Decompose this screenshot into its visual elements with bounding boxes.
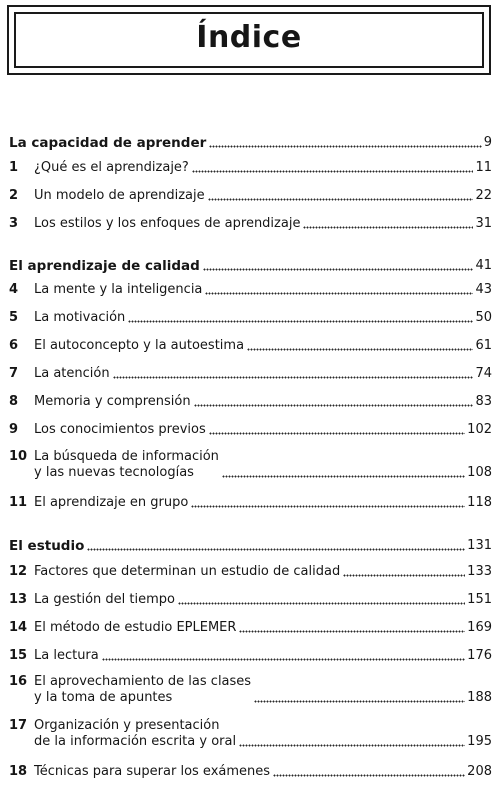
toc-entry[interactable] <box>9 160 492 176</box>
toc-entry[interactable] <box>9 564 492 580</box>
chapter-number: 2 <box>9 188 19 203</box>
dot-leader <box>113 376 474 379</box>
chapter-label: El autoconcepto y la autoestima <box>34 338 245 353</box>
page-number: 61 <box>475 338 492 353</box>
chapter-label: La mente y la inteligencia <box>34 282 203 297</box>
page-number: 131 <box>467 538 492 553</box>
toc-entry[interactable] <box>9 495 492 511</box>
chapter-label: La atención <box>34 366 110 381</box>
dot-leader <box>303 226 473 229</box>
chapter-label: La búsqueda de información y las nuevas tecnologías <box>34 449 219 480</box>
toc-entry[interactable] <box>9 620 492 636</box>
page-number: 74 <box>475 366 492 381</box>
toc-section[interactable] <box>9 258 492 274</box>
page-number: 169 <box>467 620 492 635</box>
chapter-label: Un modelo de aprendizaje <box>34 188 205 203</box>
chapter-number: 11 <box>9 495 28 510</box>
chapter-label: El aprovechamiento de las clases y la toma de apuntes <box>34 674 252 705</box>
page-number: 50 <box>475 310 492 325</box>
chapter-label: Los conocimientos previos <box>34 422 206 437</box>
chapter-label: Técnicas para superar los exámenes <box>34 764 271 779</box>
chapter-label: El método de estudio EPLEMER <box>34 620 237 635</box>
toc-entry[interactable] <box>9 764 492 780</box>
page-number: 208 <box>467 764 492 779</box>
page-number: 9 <box>483 135 492 150</box>
page-number: 188 <box>467 690 492 705</box>
chapter-label: Factores que determinan un estudio de calidad <box>34 564 341 579</box>
dot-leader <box>222 475 465 478</box>
chapter-number: 7 <box>9 366 19 381</box>
chapter-number: 4 <box>9 282 19 297</box>
chapter-number: 6 <box>9 338 19 353</box>
chapter-number: 1 <box>9 160 19 175</box>
page-number: 83 <box>475 394 492 409</box>
dot-leader <box>209 432 465 435</box>
page-number: 195 <box>467 734 492 749</box>
dot-leader <box>205 292 473 295</box>
toc-entry[interactable] <box>9 366 492 382</box>
chapter-number: 12 <box>9 564 28 579</box>
chapter-label: La lectura <box>34 648 99 663</box>
dot-leader <box>102 658 465 661</box>
dot-leader <box>209 145 481 148</box>
toc-entry[interactable] <box>9 674 492 706</box>
toc-entry[interactable] <box>9 422 492 438</box>
chapter-number: 3 <box>9 216 19 231</box>
dot-leader <box>239 744 465 747</box>
page-number: 41 <box>475 258 492 273</box>
chapter-label: La gestión del tiempo <box>34 592 175 607</box>
section-label: El estudio <box>9 538 85 554</box>
dot-leader <box>343 574 465 577</box>
section-label: El aprendizaje de calidad <box>9 258 200 274</box>
chapter-number: 17 <box>9 718 28 733</box>
chapter-number: 18 <box>9 764 28 779</box>
chapter-number: 15 <box>9 648 28 663</box>
page-number: 102 <box>467 422 492 437</box>
page-number: 176 <box>467 648 492 663</box>
toc-entry[interactable] <box>9 188 492 204</box>
page-number: 108 <box>467 465 492 480</box>
page-number: 22 <box>475 188 492 203</box>
toc-entry[interactable] <box>9 648 492 664</box>
chapter-number: 14 <box>9 620 28 635</box>
toc-entry[interactable] <box>9 449 492 481</box>
chapter-number: 5 <box>9 310 19 325</box>
toc-section[interactable] <box>9 538 492 554</box>
page-number: 118 <box>467 495 492 510</box>
dot-leader <box>254 700 465 703</box>
toc-entry[interactable] <box>9 592 492 608</box>
page-number: 11 <box>475 160 492 175</box>
dot-leader <box>192 170 474 173</box>
toc-entry[interactable] <box>9 338 492 354</box>
chapter-label: La motivación <box>34 310 126 325</box>
dot-leader <box>239 630 465 633</box>
dot-leader <box>128 320 473 323</box>
dot-leader <box>191 505 465 508</box>
chapter-label: ¿Qué es el aprendizaje? <box>34 160 189 175</box>
chapter-label: Organización y presentación de la información escrita y oral <box>34 718 237 749</box>
chapter-label: El aprendizaje en grupo <box>34 495 189 510</box>
chapter-label: Los estilos y los enfoques de aprendizaje <box>34 216 301 231</box>
dot-leader <box>178 602 465 605</box>
chapter-number: 9 <box>9 422 19 437</box>
dot-leader <box>194 404 474 407</box>
toc-section[interactable] <box>9 135 492 151</box>
toc-entry[interactable] <box>9 718 492 750</box>
toc-entry[interactable] <box>9 282 492 298</box>
page-title: Índice <box>196 20 302 55</box>
dot-leader <box>87 548 465 551</box>
chapter-number: 10 <box>9 449 28 464</box>
page-number: 31 <box>475 216 492 231</box>
chapter-number: 13 <box>9 592 28 607</box>
section-label: La capacidad de aprender <box>9 135 207 151</box>
chapter-number: 8 <box>9 394 19 409</box>
page-number: 151 <box>467 592 492 607</box>
dot-leader <box>208 198 474 201</box>
toc-entry[interactable] <box>9 394 492 410</box>
page-number: 133 <box>467 564 492 579</box>
chapter-label: Memoria y comprensión <box>34 394 191 409</box>
dot-leader <box>273 774 465 777</box>
toc-entry[interactable] <box>9 310 492 326</box>
dot-leader <box>203 268 474 271</box>
dot-leader <box>247 348 473 351</box>
toc-entry[interactable] <box>9 216 492 232</box>
chapter-number: 16 <box>9 674 28 689</box>
page-number: 43 <box>475 282 492 297</box>
